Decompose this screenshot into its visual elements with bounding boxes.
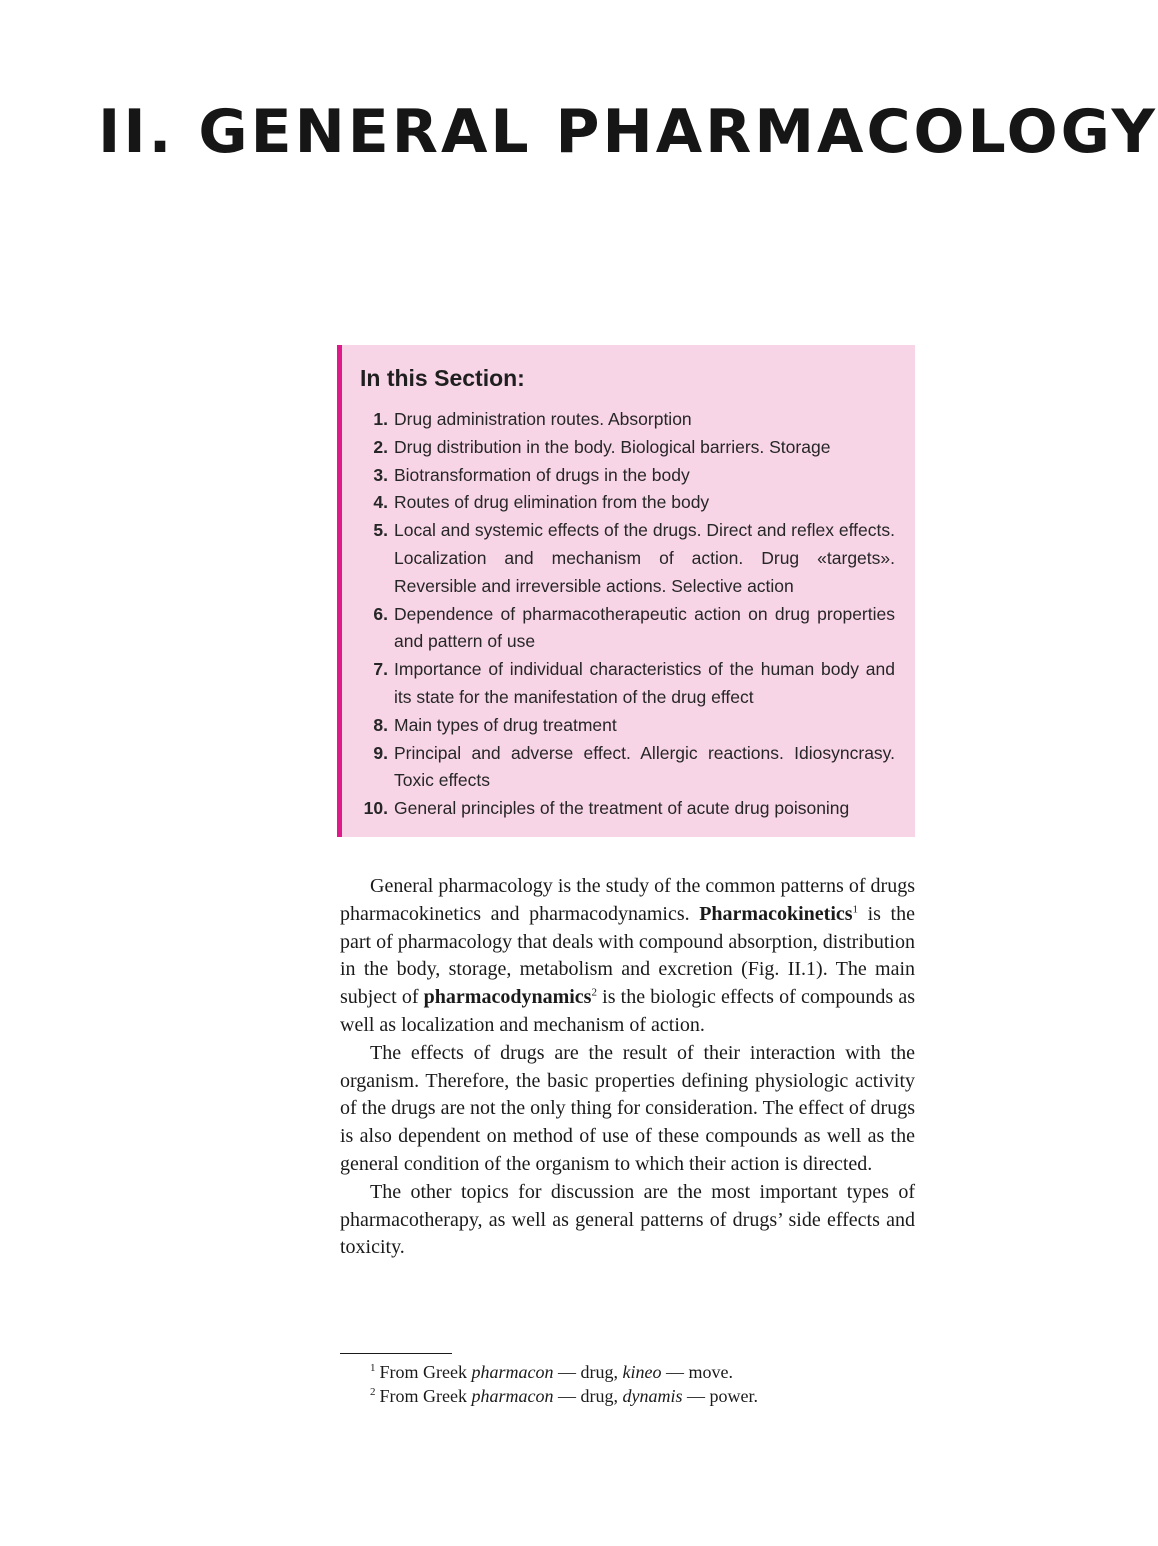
footnote-term: pharmacon: [471, 1386, 554, 1406]
paragraph-1: [340, 873, 915, 1040]
toc-item-text: Drug administration routes. Absorption: [394, 409, 692, 429]
toc-item: [360, 712, 901, 740]
footnote-text: — move.: [661, 1362, 733, 1382]
paragraph-2: The effects of drugs are the result of their interaction with the organism. Therefore, the basic properties defining physiologic activity of the drugs are not the only thing for consideration. The effect of drugs is also dependent on method of use of these compounds as well as the general condition of the organism to which their action is directed.: [340, 1041, 915, 1175]
toc-item-number: 3.: [373, 464, 388, 485]
toc-item-number: 10.: [363, 798, 388, 819]
toc-item-number: 1.: [373, 409, 388, 429]
toc-item: [360, 489, 901, 517]
footnote-text: From Greek: [379, 1386, 472, 1406]
chapter-title: II. GENERAL PHARMACOLOGY: [98, 97, 1158, 167]
toc-item: [360, 517, 901, 600]
footnote-text: From Greek: [379, 1362, 472, 1382]
toc-item-number: 8.: [373, 714, 388, 735]
toc-item: [360, 656, 901, 712]
toc-item-text: Biotransformation of drugs in the body: [394, 464, 690, 485]
toc-item-text: General principles of the treatment of acute drug poisoning: [394, 798, 850, 819]
footnote-text: — power.: [682, 1386, 758, 1406]
footnote-1: [370, 1360, 915, 1384]
toc-item-text: Main types of drug treatment: [394, 714, 617, 735]
paragraph-text: General pharmacology is the study of the common patterns of drugs pharmacokinetics and pharmacodynamics.: [340, 875, 915, 925]
toc-item-number: 7.: [373, 659, 388, 680]
toc-item-number: 9.: [373, 742, 388, 763]
footnote-mark: 2: [370, 1386, 376, 1398]
paragraph-text: is the part of pharmacology that deals with compound absorption, distribution in the body, storage, metabolism and excretion (Fig. II.1). The main subject of: [340, 902, 915, 1009]
toc-item-number: 2.: [373, 436, 388, 457]
footnotes: [370, 1360, 915, 1408]
toc-item-text: Drug distribution in the body. Biological barriers. Storage: [394, 436, 831, 457]
footnote-ref-2: 2: [591, 986, 597, 999]
term-pharmacodynamics: pharmacodynamics: [423, 986, 592, 1009]
toc-item: [360, 601, 901, 657]
toc-item-text: Routes of drug elimination from the body: [394, 492, 710, 513]
paragraph-text: is the biologic effects of compounds as well as localization and mechanism of action.: [340, 986, 915, 1036]
toc-item-number: 6.: [373, 603, 388, 624]
toc-item-text: Importance of individual characteristics of the human body and its state for the manifestation of the drug effect: [394, 659, 895, 707]
toc-item: [360, 740, 901, 796]
toc-item: [360, 462, 901, 490]
body-text: [340, 873, 915, 1262]
toc-item: [360, 795, 901, 823]
toc-item: [360, 406, 901, 434]
toc-item-text: Principal and adverse effect. Allergic reactions. Idiosyncrasy. Toxic effects: [394, 742, 895, 791]
footnote-mark: 1: [370, 1362, 376, 1374]
section-contents-list: [360, 406, 901, 823]
footnote-2: [370, 1384, 915, 1408]
toc-item-text: Local and systemic effects of the drugs. Direct and reflex effects. Localization and mechanism of action. Drug «targets». Reversible and irreversible actions. Selective action: [394, 520, 895, 596]
footnote-text: — drug,: [553, 1362, 623, 1382]
toc-item-number: 4.: [373, 492, 388, 513]
footnote-divider: [340, 1353, 452, 1354]
section-heading: In this Section:: [360, 365, 525, 391]
term-pharmacokinetics: Pharmacokinetics: [699, 902, 853, 925]
paragraph-3: The other topics for discussion are the most important types of pharmacotherapy, as well as general patterns of drugs’ side effects and toxicity.: [340, 1180, 915, 1259]
footnote-text: — drug,: [553, 1386, 623, 1406]
footnote-term: pharmacon: [471, 1362, 554, 1382]
footnote-term: dynamis: [622, 1386, 683, 1406]
footnote-ref-1: 1: [852, 903, 859, 916]
footnote-term: kineo: [622, 1362, 662, 1382]
toc-item-number: 5.: [373, 520, 388, 541]
toc-item: [360, 434, 901, 462]
section-contents-box: [337, 345, 915, 837]
toc-item-text: Dependence of pharmacotherapeutic action on drug properties and pattern of use: [394, 603, 895, 652]
